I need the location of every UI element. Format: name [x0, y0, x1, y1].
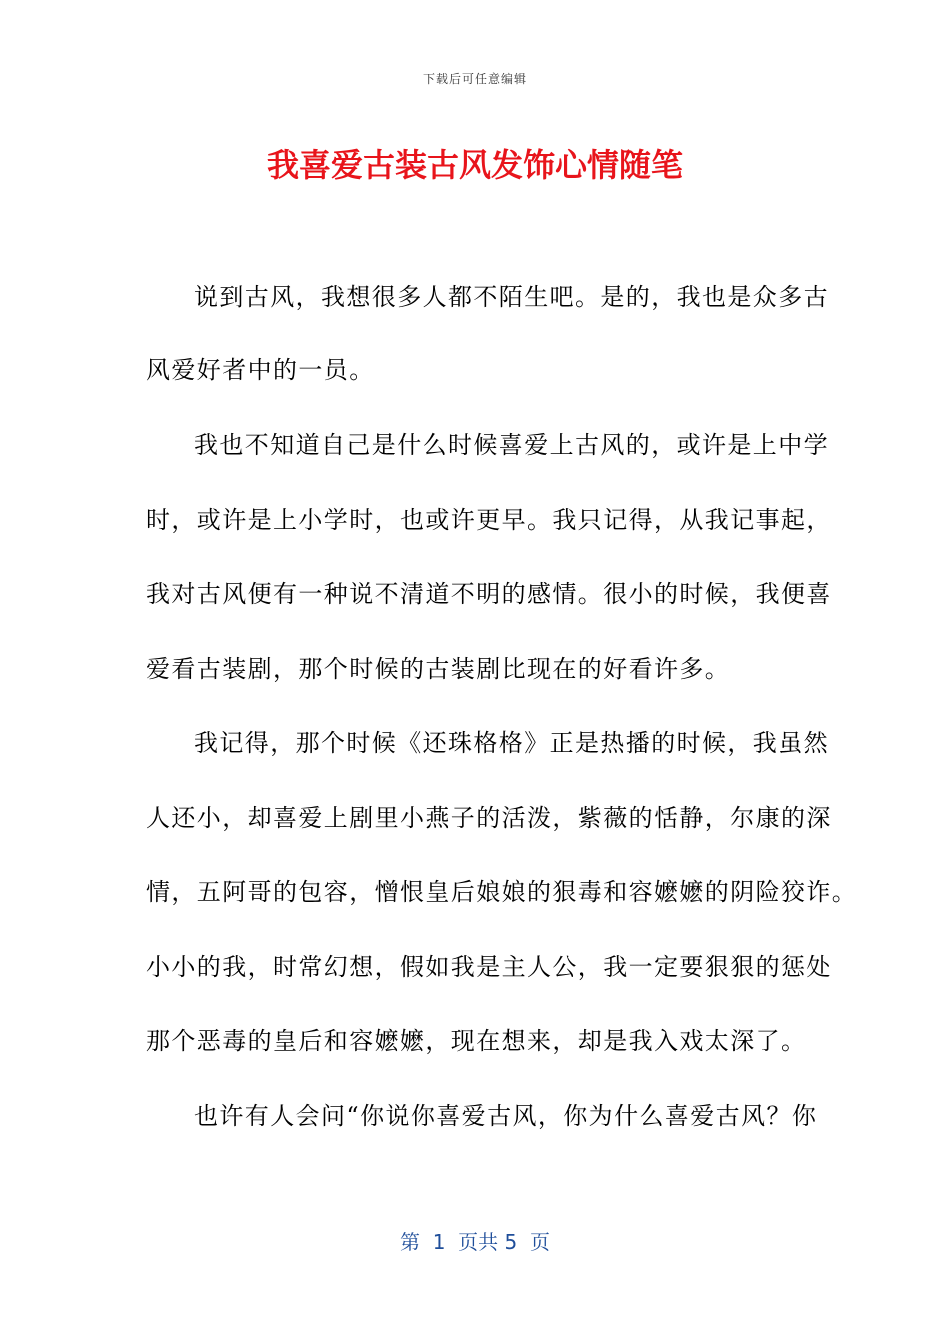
paragraph-line: 我也不知道自己是什么时候喜爱上古风的，或许是上中学 — [194, 431, 829, 459]
page-number-footer: 第 1 页共 5 页 — [400, 1230, 550, 1254]
paragraph-line: 小小的我，时常幻想，假如我是主人公，我一定要狠狠的惩处 — [146, 953, 832, 981]
paragraph-line: 那个恶毒的皇后和容嬷嬷，现在想来，却是我入戏太深了。 — [146, 1027, 807, 1055]
paragraph-line: 说到古风，我想很多人都不陌生吧。是的，我也是众多古 — [194, 283, 829, 311]
header-note: 下载后可任意编辑 — [422, 72, 527, 86]
paragraph-line: 风爱好者中的一员。 — [146, 356, 375, 384]
document-title: 我喜爱古装古风发饰心情随笔 — [266, 146, 683, 184]
paragraph-line: 时，或许是上小学时，也或许更早。我只记得，从我记事起， — [146, 506, 832, 534]
paragraph-line: 我记得，那个时候《还珠格格》正是热播的时候，我虽然 — [194, 729, 829, 757]
paragraph-line: 爱看古装剧，那个时候的古装剧比现在的好看许多。 — [146, 655, 731, 683]
paragraph-line: 也许有人会问“你说你喜爱古风，你为什么喜爱古风？你 — [194, 1102, 818, 1130]
paragraph-line: 情，五阿哥的包容，憎恨皇后娘娘的狠毒和容嬷嬷的阴险狡诈。 — [146, 878, 858, 906]
paragraph-line: 我对古风便有一种说不清道不明的感情。很小的时候，我便喜 — [146, 580, 832, 608]
paragraph-line: 人还小，却喜爱上剧里小燕子的活泼，紫薇的恬静，尔康的深 — [146, 804, 832, 832]
